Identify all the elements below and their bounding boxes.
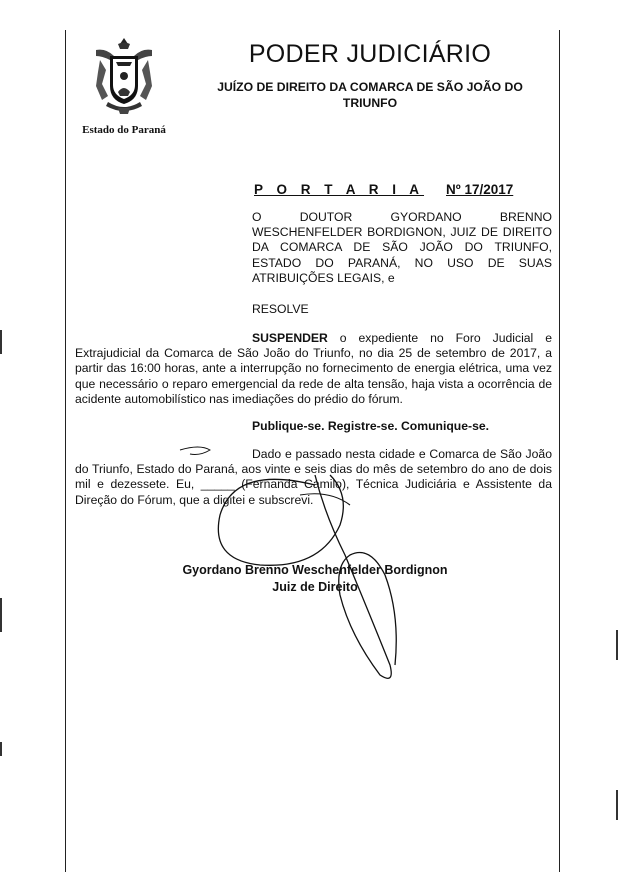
scan-edge-mark	[616, 630, 618, 660]
page-border-left	[65, 30, 66, 872]
scan-edge-mark	[616, 790, 618, 820]
closing-paragraph: Dado e passado nesta cidade e Comarca de São João do Triunfo, Estado do Paraná, aos vinte e seis dias do mês de setembro do ano de dois mil e dezessete. Eu, _____ (Fernanda Camilo), Técnica Judiciária e Assistente da Direção do Fórum, que a digitei e subscrevi.	[75, 447, 552, 507]
portaria-label: P O R T A R I A	[254, 182, 425, 197]
scan-edge-mark	[0, 330, 2, 354]
signatory-name: Gyordano Brenno Weschenfelder Bordignon	[182, 563, 448, 577]
page-title: PODER JUDICIÁRIO	[248, 40, 492, 68]
signatory-role: Juiz de Direito	[272, 580, 358, 594]
state-label: Estado do Paraná	[82, 124, 166, 136]
resolve-heading: RESOLVE	[252, 302, 309, 316]
intro-paragraph: O DOUTOR GYORDANO BRENNO WESCHENFELDER BORDIGNON, JUIZ DE DIREITO DA COMARCA DE SÃO JOÃO DO TRIUNFO, ESTADO DO PARANÁ, NO USO DE SUAS ATRIBUIÇÕES LEGAIS, e	[252, 210, 552, 285]
court-subtitle: JUÍZO DE DIREITO DA COMARCA DE SÃO JOÃO DO TRIUNFO	[217, 80, 523, 110]
portaria-number: Nº 17/2017	[446, 182, 514, 197]
page-border-right	[559, 30, 560, 872]
suspend-keyword: SUSPENDER	[252, 331, 328, 345]
coat-of-arms-icon	[88, 36, 160, 116]
suspension-paragraph	[75, 331, 552, 407]
publication-line: Publique-se. Registre-se. Comunique-se.	[252, 419, 490, 433]
scan-edge-mark	[0, 742, 2, 756]
portaria-heading	[254, 182, 513, 197]
scan-edge-mark	[0, 598, 2, 632]
suspension-text: o expediente no Foro Judicial e Extrajudicial da Comarca de São João do Triunfo, no dia 25 de setembro de 2017, a partir das 16:00 horas, ante a interrupção no fornecimento de energia elétrica, uma vez que necessário o reparo emergencial da rede de alta tensão, haja vista a ocorrência de acidente automobilístico nas imediações do prédio do fórum.	[75, 331, 552, 406]
